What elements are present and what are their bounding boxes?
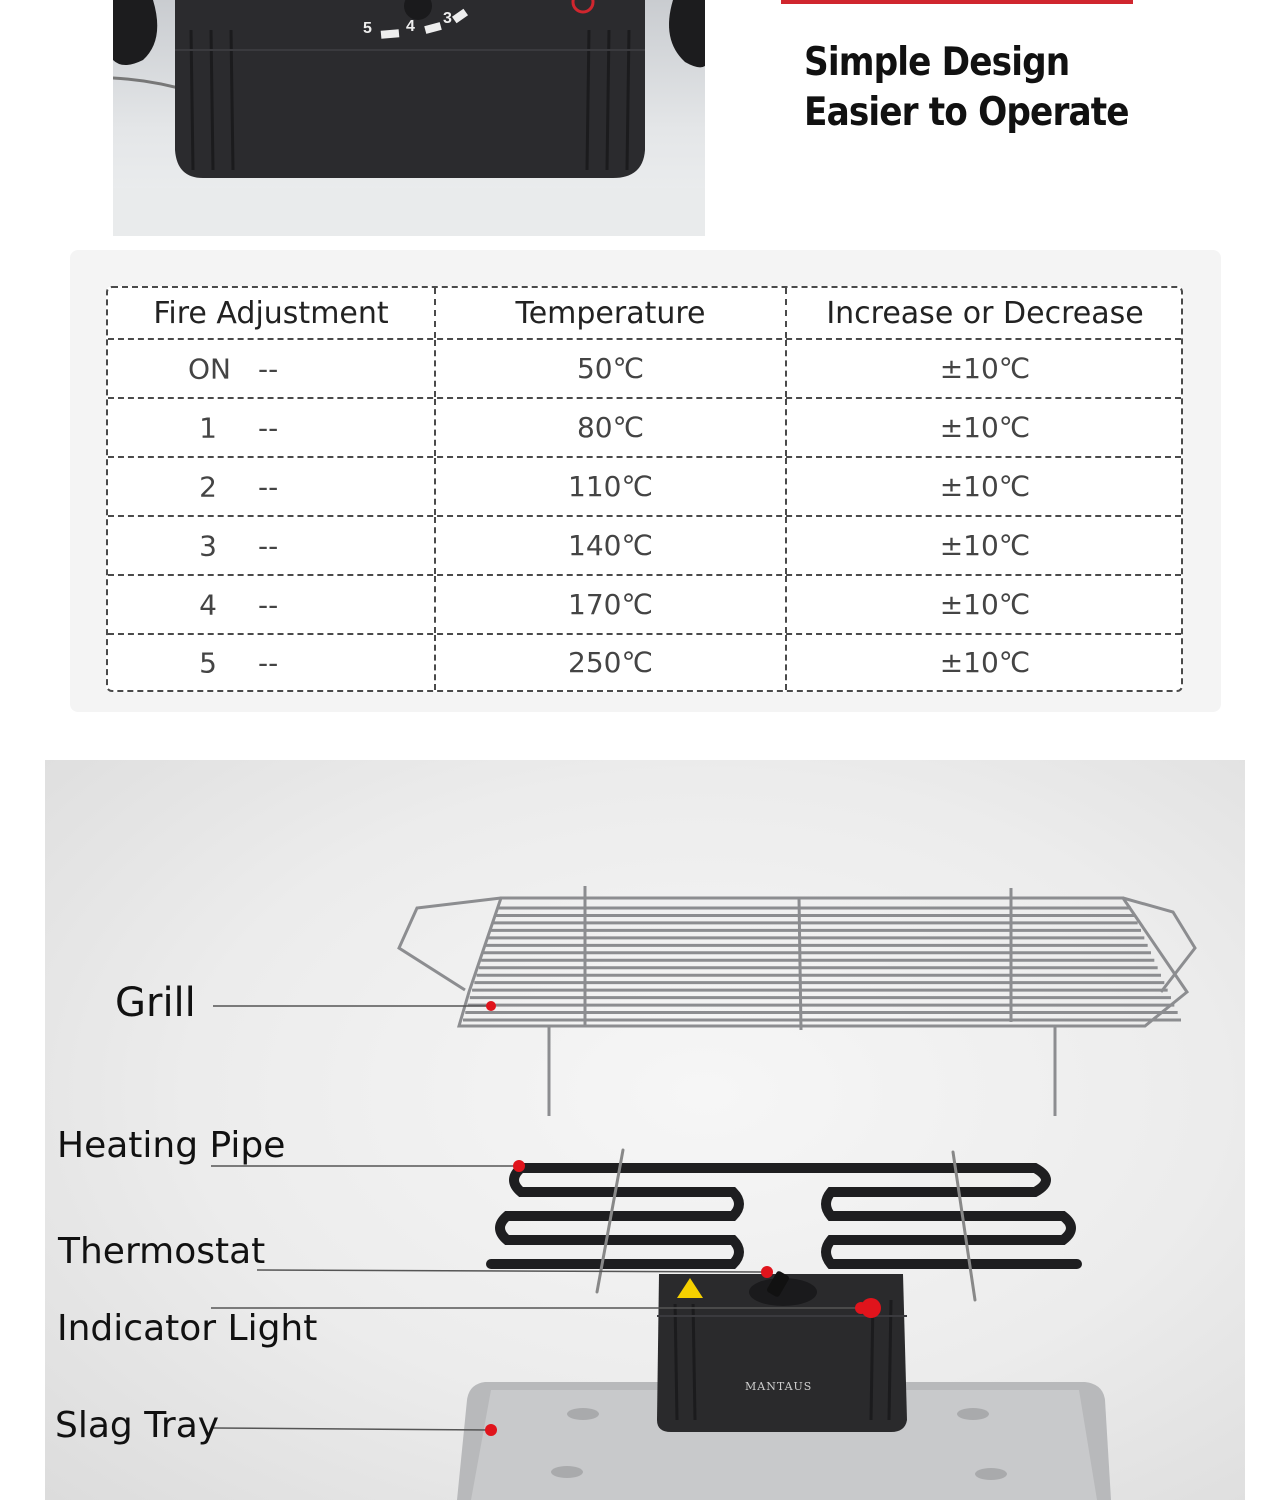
level-dash: -- <box>258 352 279 385</box>
headline <box>804 38 1129 138</box>
temperature-cell: 170℃ <box>436 576 787 633</box>
dial-mark-5: 5 <box>363 20 372 37</box>
fire-level-cell <box>108 635 436 690</box>
dial-mark-4: 4 <box>406 18 415 35</box>
fire-level-cell <box>108 399 436 456</box>
tolerance-cell: ±10℃ <box>939 646 1031 679</box>
grill-illustration <box>399 886 1195 1116</box>
fire-level: 5 <box>199 646 217 679</box>
header-fire-adjustment: Fire Adjustment <box>108 288 436 338</box>
label-thermostat: Thermostat <box>58 1231 266 1272</box>
header-increase-decrease: Increase or Decrease <box>826 295 1144 331</box>
label-slag-tray: Slag Tray <box>55 1405 220 1446</box>
dial-mark-3: 3 <box>443 10 452 27</box>
temperature-cell: 80℃ <box>436 399 787 456</box>
fire-level: 3 <box>199 529 217 562</box>
fire-level: 2 <box>199 470 217 503</box>
level-dash: -- <box>258 470 279 503</box>
tolerance-cell: ±10℃ <box>939 411 1031 444</box>
tolerance-cell: ±10℃ <box>939 470 1031 503</box>
label-heating-pipe: Heating Pipe <box>57 1125 286 1166</box>
product-closeup-photo <box>113 0 705 236</box>
table-row <box>108 458 1181 517</box>
accent-bar <box>781 0 1133 4</box>
brand-logo-text: MANTAUS <box>745 1380 813 1393</box>
label-indicator-light: Indicator Light <box>57 1308 318 1349</box>
fire-level-cell <box>108 458 436 515</box>
fire-level: 1 <box>199 411 217 444</box>
headline-line-1: Simple Design <box>804 40 1070 85</box>
temperature-cell: 50℃ <box>436 340 787 397</box>
table-row <box>108 340 1181 399</box>
exploded-diagram <box>45 760 1245 1500</box>
table-row <box>108 399 1181 458</box>
level-dash: -- <box>258 529 279 562</box>
temperature-cell: 250℃ <box>436 635 787 690</box>
fire-table-panel <box>70 250 1221 712</box>
fire-adjustment-table <box>106 286 1183 692</box>
table-header-row <box>108 288 1181 340</box>
tolerance-cell: ±10℃ <box>939 529 1031 562</box>
fire-level: ON <box>188 352 231 385</box>
level-dash: -- <box>258 588 279 621</box>
tolerance-cell: ±10℃ <box>939 352 1031 385</box>
headline-line-2: Easier to Operate <box>804 90 1129 135</box>
temperature-cell: 140℃ <box>436 517 787 574</box>
control-box-illustration <box>657 1270 907 1432</box>
table-row <box>108 635 1181 690</box>
tolerance-cell: ±10℃ <box>939 588 1031 621</box>
fire-level-cell <box>108 517 436 574</box>
level-dash: -- <box>258 411 279 444</box>
table-row <box>108 576 1181 635</box>
level-dash: -- <box>258 646 279 679</box>
label-grill: Grill <box>115 980 196 1026</box>
header-temperature: Temperature <box>436 288 787 338</box>
temperature-cell: 110℃ <box>436 458 787 515</box>
fire-level-cell <box>108 340 436 397</box>
fire-level-cell <box>108 576 436 633</box>
table-row <box>108 517 1181 576</box>
fire-level: 4 <box>199 588 217 621</box>
